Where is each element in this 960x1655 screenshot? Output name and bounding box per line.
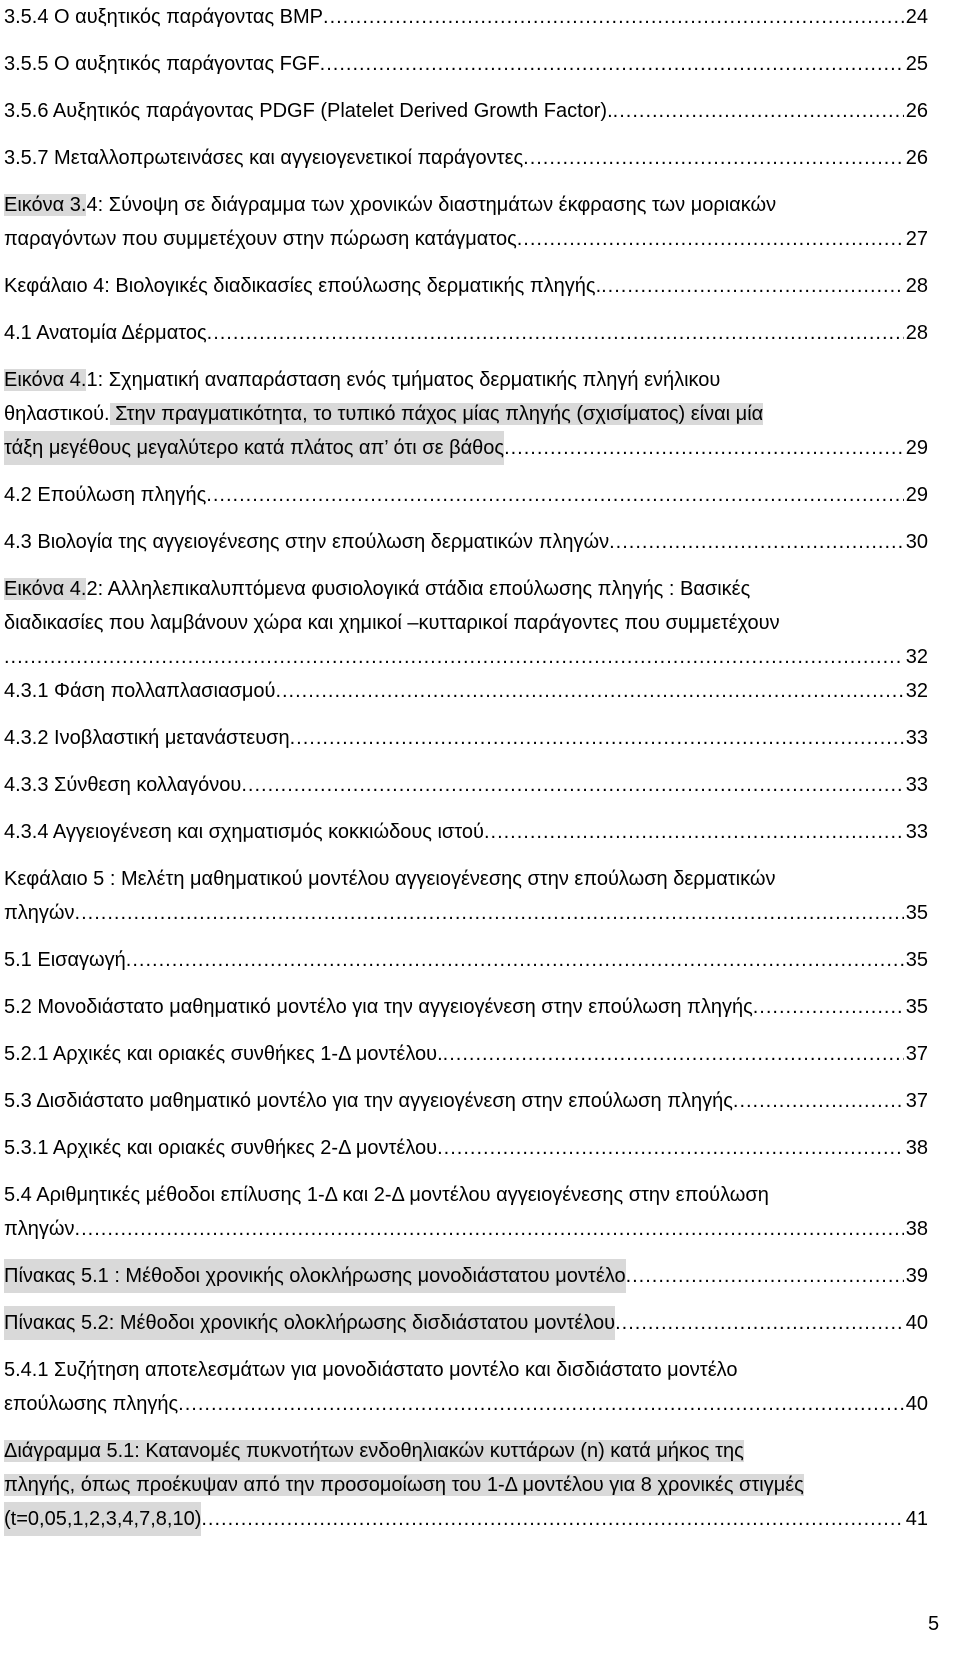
toc-entry-title: 4.2 Επούλωση πληγής xyxy=(4,484,207,506)
toc-entry-diagram[interactable] xyxy=(4,1434,928,1536)
dot-leader xyxy=(206,478,903,512)
toc-entry-figure[interactable] xyxy=(4,188,928,256)
toc-entry-page: 33 xyxy=(905,821,928,843)
dot-leader xyxy=(75,896,904,930)
toc-entry-page: 32 xyxy=(905,646,928,668)
toc-entry-title: Κεφάλαιο 4: Βιολογικές διαδικασίες επούλωσης δερματικής πληγής. xyxy=(4,275,602,297)
toc-entry[interactable] xyxy=(4,1178,928,1246)
dot-leader xyxy=(626,1259,904,1293)
toc-entry-page: 27 xyxy=(905,228,928,250)
toc-entry-page: 28 xyxy=(905,275,928,297)
toc-entry[interactable] xyxy=(4,943,928,977)
dot-leader xyxy=(4,640,904,674)
toc-entry-title: 4.1 Ανατομία Δέρματος xyxy=(4,322,207,344)
dot-leader xyxy=(290,721,904,755)
toc-entry-page: 37 xyxy=(905,1090,928,1112)
toc-entry-title: 4.3.1 Φάση πολλαπλασιασμού xyxy=(4,680,276,702)
dot-leader xyxy=(443,1037,904,1071)
toc-entry[interactable] xyxy=(4,815,928,849)
toc-entry-chapter[interactable] xyxy=(4,269,928,303)
toc-entry-figure[interactable] xyxy=(4,363,928,465)
toc-entry-page: 32 xyxy=(905,680,928,702)
toc-entry[interactable] xyxy=(4,674,928,708)
figure-label-highlight: Εικόνα 4. xyxy=(4,578,87,600)
dot-leader xyxy=(323,0,904,34)
toc-entry-title: 3.5.4 Ο αυξητικός παράγοντας BMP xyxy=(4,6,324,28)
toc-entry-page: 35 xyxy=(905,949,928,971)
toc-entry-title: 5.4.1 Συζήτηση αποτελεσμάτων για μονοδιάστατο μοντέλο και δισδιάστατο μοντέλο xyxy=(4,1359,738,1381)
toc-entry[interactable] xyxy=(4,1084,928,1118)
toc-entry-title-cont: πληγής, όπως προέκυψαν από την προσομοίωση του 1-Δ μοντέλου για 8 χρονικές στιγμές xyxy=(4,1474,804,1496)
toc-entry-title: Πίνακας 5.2: Μέθοδοι χρονικής ολοκλήρωσης δισδιάστατου μοντέλου xyxy=(4,1306,615,1340)
toc-entry[interactable] xyxy=(4,1037,928,1071)
toc-entry[interactable] xyxy=(4,990,928,1024)
toc-entry-page: 38 xyxy=(905,1218,928,1240)
toc-entry-page: 35 xyxy=(905,902,928,924)
dot-leader xyxy=(75,1212,904,1246)
figure-label-highlight: Εικόνα 4. xyxy=(4,369,87,391)
dot-leader xyxy=(523,141,904,175)
dot-leader xyxy=(753,990,904,1024)
dot-leader xyxy=(609,525,904,559)
toc-entry-page: 39 xyxy=(905,1265,928,1287)
toc-entry-title: 5.3 Δισδιάστατο μαθηματικό μοντέλο για την αγγειογένεση στην επούλωση πληγής xyxy=(4,1090,733,1112)
dot-leader xyxy=(437,1131,904,1165)
toc-entry[interactable] xyxy=(4,0,928,34)
toc-entry[interactable] xyxy=(4,47,928,81)
toc-entry[interactable] xyxy=(4,478,928,512)
toc-entry-title: 5.4 Αριθμητικές μέθοδοι επίλυσης 1-Δ και 2-Δ μοντέλου αγγειογένεσης στην επούλωση xyxy=(4,1184,769,1206)
toc-entry-title: 4.3.4 Αγγειογένεση και σχηματισμός κοκκιώδους ιστού xyxy=(4,821,484,843)
toc-entry-title-cont: πληγών xyxy=(4,1218,75,1240)
toc-entry-page: 25 xyxy=(905,53,928,75)
toc-entry[interactable] xyxy=(4,525,928,559)
toc-entry-page: 26 xyxy=(905,147,928,169)
toc-entry-title-cont: (t=0,05,1,2,3,4,7,8,10) xyxy=(4,1502,201,1536)
dot-leader xyxy=(275,674,903,708)
dot-leader xyxy=(178,1387,904,1421)
toc-entry-title: 3.5.5 Ο αυξητικός παράγοντας FGF xyxy=(4,53,320,75)
toc-entry[interactable] xyxy=(4,316,928,350)
figure-caption-highlight: Στην πραγματικότητα, το τυπικό πάχος μίας πληγής (σχισίματος) είναι μία xyxy=(109,403,764,425)
toc-entry-title: 1: Σχηματική αναπαράσταση ενός τμήματος δερματικής πληγή ενήλικου xyxy=(86,369,721,391)
toc-entry-figure[interactable] xyxy=(4,572,928,674)
toc-entry-title: Διάγραμμα 5.1: Κατανομές πυκνοτήτων ενδοθηλιακών κυττάρων (n) κατά μήκος της xyxy=(4,1440,744,1462)
toc-entry-title-cont: τάξη μεγέθους μεγαλύτερο κατά πλάτος απ’ ότι σε βάθος xyxy=(4,431,504,465)
figure-label-highlight: Εικόνα 3. xyxy=(4,194,87,216)
toc-entry[interactable] xyxy=(4,94,928,128)
dot-leader xyxy=(517,222,904,256)
toc-entry-title-cont: επούλωσης πληγής xyxy=(4,1393,179,1415)
toc-entry-page: 40 xyxy=(905,1393,928,1415)
toc-entry-page: 37 xyxy=(905,1043,928,1065)
dot-leader xyxy=(241,768,903,802)
toc-entry-title: 2: Αλληλεπικαλυπτόμενα φυσιολογικά στάδια επούλωσης πληγής : Βασικές xyxy=(86,578,751,600)
toc-entry[interactable] xyxy=(4,1131,928,1165)
page-number: 5 xyxy=(928,1613,940,1635)
toc-entry[interactable] xyxy=(4,1353,928,1421)
toc-entry-page: 38 xyxy=(905,1137,928,1159)
toc-entry-page: 41 xyxy=(905,1508,928,1530)
dot-leader xyxy=(601,269,904,303)
toc-entry-title-cont: παραγόντων που συμμετέχουν στην πώρωση κατάγματος xyxy=(4,228,517,250)
toc-entry[interactable] xyxy=(4,141,928,175)
toc-entry-title-cont: πληγών xyxy=(4,902,75,924)
dot-leader xyxy=(201,1502,903,1536)
dot-leader xyxy=(504,431,904,465)
toc-entry-title: 4.3.3 Σύνθεση κολλαγόνου xyxy=(4,774,242,796)
dot-leader xyxy=(484,815,904,849)
toc-entry-page: 26 xyxy=(905,100,928,122)
dot-leader xyxy=(126,943,904,977)
toc-entry-page: 33 xyxy=(905,727,928,749)
toc-entry-chapter[interactable] xyxy=(4,862,928,930)
dot-leader xyxy=(320,47,904,81)
toc-entry[interactable] xyxy=(4,721,928,755)
dot-leader xyxy=(613,94,904,128)
dot-leader xyxy=(615,1306,904,1340)
toc-entry-title: Πίνακας 5.1 : Μέθοδοι χρονικής ολοκλήρωσης μονοδιάστατου μοντέλο xyxy=(4,1259,626,1293)
toc-entry-title: 5.3.1 Αρχικές και οριακές συνθήκες 2-Δ μοντέλου xyxy=(4,1137,438,1159)
toc-entry-page: 24 xyxy=(905,6,928,28)
dot-leader xyxy=(207,316,904,350)
toc-entry-table[interactable] xyxy=(4,1259,928,1293)
toc-entry-title: 4.3 Βιολογία της αγγειογένεσης στην επούλωση δερματικών πληγών xyxy=(4,531,610,553)
toc-entry-title: 3.5.7 Μεταλλοπρωτεινάσες και αγγειογενετικοί παράγοντες xyxy=(4,147,524,169)
toc-entry-title: 5.2 Μονοδιάστατο μαθηματικό μοντέλο για την αγγειογένεση στην επούλωση πληγής xyxy=(4,996,753,1018)
toc-entry-page: 35 xyxy=(905,996,928,1018)
toc-entry-title-cont: θηλαστικού. xyxy=(4,403,110,425)
toc-entry-page: 40 xyxy=(905,1312,928,1334)
toc-entry-title: 3.5.6 Αυξητικός παράγοντας PDGF (Platelet Derived Growth Factor). xyxy=(4,100,613,122)
toc-entry-title-cont: διαδικασίες που λαμβάνουν χώρα και χημικοί –κυτταρικοί παράγοντες που συμμετέχουν xyxy=(4,612,780,634)
toc-entry-table[interactable] xyxy=(4,1306,928,1340)
toc-entry-title: 4: Σύνοψη σε διάγραμμα των χρονικών διαστημάτων έκφρασης των μοριακών xyxy=(86,194,777,216)
table-of-contents xyxy=(4,0,928,1536)
toc-entry[interactable] xyxy=(4,768,928,802)
toc-entry-title: 5.1 Εισαγωγή xyxy=(4,949,126,971)
toc-entry-page: 29 xyxy=(905,484,928,506)
toc-entry-title: 4.3.2 Ινοβλαστική μετανάστευση xyxy=(4,727,290,749)
toc-entry-page: 33 xyxy=(905,774,928,796)
toc-entry-page: 29 xyxy=(905,437,928,459)
toc-entry-page: 30 xyxy=(905,531,928,553)
toc-entry-title: 5.2.1 Αρχικές και οριακές συνθήκες 1-Δ μοντέλου. xyxy=(4,1043,443,1065)
toc-entry-page: 28 xyxy=(905,322,928,344)
dot-leader xyxy=(733,1084,904,1118)
toc-entry-title: Κεφάλαιο 5 : Μελέτη μαθηματικού μοντέλου αγγειογένεσης στην επούλωση δερματικών xyxy=(4,868,776,890)
